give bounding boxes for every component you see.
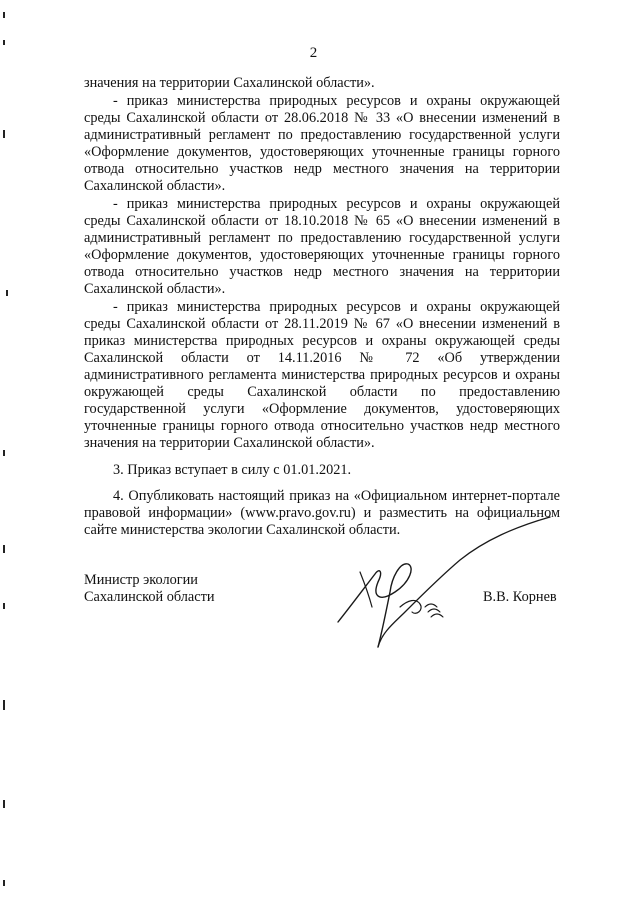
scan-artifact [3, 545, 5, 553]
signatory-position: Министр экологии [84, 572, 198, 588]
scan-artifact [3, 130, 5, 138]
scan-artifact [3, 700, 5, 710]
signatory-region: Сахалинской области [84, 589, 215, 605]
scan-artifact [3, 880, 5, 886]
text-line: значения на территории Сахалинской области». [84, 75, 375, 91]
clause-3: 3. Приказ вступает в силу с 01.01.2021. [113, 462, 352, 478]
text-line: «Оформление документов, удостоверяющих уточненные границы горного [84, 247, 560, 263]
text-line: Сахалинской области». [84, 178, 226, 194]
text-line: Сахалинской области». [84, 281, 226, 297]
text-line: сайте министерства экологии Сахалинской области. [84, 522, 401, 538]
scan-artifact [3, 800, 5, 808]
scan-artifact [3, 603, 5, 609]
scan-artifact [3, 12, 5, 18]
text-line: приказ министерства природных ресурсов и охраны окружающей среды [84, 333, 560, 349]
text-line: - приказ министерства природных ресурсов и охраны окружающей [113, 299, 560, 315]
text-line: значения на территории Сахалинской области». [84, 435, 375, 451]
text-line: административный регламент по предоставлению государственной услуги [84, 127, 560, 143]
text-line: административный регламент по предоставлению государственной услуги [84, 230, 560, 246]
text-line: - приказ министерства природных ресурсов и охраны окружающей [113, 93, 560, 109]
text-line: отвода относительно участков недр местного значения на территории [84, 161, 560, 177]
text-line: Сахалинской области от 14.11.2016 № 72 «Об утверждении [84, 350, 560, 366]
text-line: среды Сахалинской области от 18.10.2018 № 65 «О внесении изменений в [84, 213, 560, 229]
text-line: уточненные границы горного отвода относительно участков недр местного [84, 418, 560, 434]
scan-artifact [6, 290, 8, 296]
scan-artifact [3, 450, 5, 456]
signatory-name: В.В. Корнев [483, 589, 557, 605]
text-line: среды Сахалинской области от 28.06.2018 № 33 «О внесении изменений в [84, 110, 560, 126]
text-line: 4. Опубликовать настоящий приказ на «Официальном интернет-портале [113, 488, 560, 504]
text-line: «Оформление документов, удостоверяющих уточненные границы горного [84, 144, 560, 160]
scan-artifact [3, 40, 5, 45]
page-number: 2 [309, 45, 318, 61]
text-line: окружающей среды Сахалинской области по предоставлению [84, 384, 560, 400]
handwritten-signature [320, 512, 560, 662]
text-line: государственной услуги «Оформление документов, удостоверяющих [84, 401, 560, 417]
text-line: административного регламента министерства природных ресурсов и охраны [84, 367, 560, 383]
text-line: правовой информации» (www.pravo.gov.ru) и разместить на официальном [84, 505, 560, 521]
text-line: отвода относительно участков недр местного значения на территории [84, 264, 560, 280]
text-line: среды Сахалинской области от 28.11.2019 № 67 «О внесении изменений в [84, 316, 560, 332]
text-line: - приказ министерства природных ресурсов и охраны окружающей [113, 196, 560, 212]
